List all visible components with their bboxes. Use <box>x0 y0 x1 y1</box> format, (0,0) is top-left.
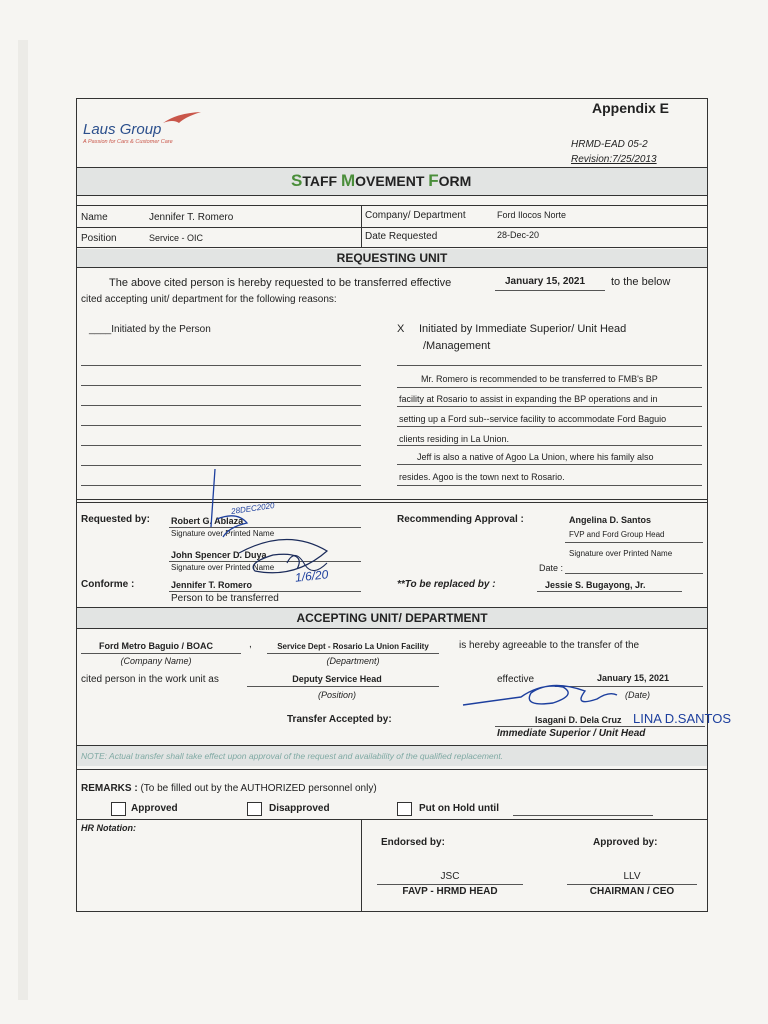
handwritten-conforme-date: 1/6/20 <box>294 567 330 585</box>
recommending-approval-label: Recommending Approval : <box>397 514 524 525</box>
accepting-department-value: Service Dept - Rosario La Union Facility <box>277 642 429 651</box>
reason-line-6: resides. Agoo is the town next to Rosario. <box>399 472 565 482</box>
requested-by-name: Robert G. Ablaza <box>171 516 244 526</box>
accepting-position-caption: (Position) <box>317 690 356 700</box>
date-requested-label: Date Requested <box>365 231 438 242</box>
accepting-effective-label: effective <box>497 674 535 685</box>
position-label: Position <box>81 233 117 244</box>
accepting-company-caption: (Company Name) <box>120 656 192 666</box>
conforme-name: Jennifer T. Romero <box>171 580 253 590</box>
appendix-label: Appendix E <box>592 100 670 116</box>
intro-line-1: The above cited person is hereby requested to be transferred effective <box>109 277 452 289</box>
company-label: Company/ Department <box>365 210 466 221</box>
transfer-note: NOTE: Actual transfer shall take effect upon approval of the request and availability of the qualified replacement. <box>81 751 504 761</box>
form-code: HRMD-EAD 05-2 <box>571 139 648 150</box>
remarks-heading: REMARKS : (To be filled out by the AUTHORIZED personnel only) <box>81 783 377 794</box>
hr-notation-label: HR Notation: <box>81 823 136 833</box>
conforme-caption: Person to be transferred <box>171 593 279 604</box>
signature-caption-1: Signature over Printed Name <box>171 529 275 538</box>
signature-caption-2: Signature over Printed Name <box>171 563 275 572</box>
accepting-company-value: Ford Metro Baguio / BOAC <box>99 641 213 651</box>
immediate-superior-caption: Immediate Superior / Unit Head <box>497 728 646 739</box>
stamp-name: LINA D.SANTOS <box>633 711 732 726</box>
reason-line-3: setting up a Ford sub--service facility to accommodate Ford Baguio <box>399 414 667 424</box>
approver-title: CHAIRMAN / CEO <box>589 886 675 897</box>
form-title: STAFF MOVEMENT FORM <box>291 171 472 190</box>
recommending-title: FVP and Ford Group Head <box>569 530 665 539</box>
reason-line-4: clients residing in La Union. <box>399 434 510 444</box>
page-edge-shadow <box>18 40 28 1000</box>
company-value: Ford Ilocos Norte <box>497 210 567 220</box>
to-the-below-text: to the below <box>611 276 671 288</box>
replacement-name: Jessie S. Bugayong, Jr. <box>545 580 646 590</box>
endorsed-by-label: Endorsed by: <box>381 837 445 848</box>
intro-line-2: cited accepting unit/ department for the following reasons: <box>81 294 337 305</box>
staff-movement-form <box>76 98 732 912</box>
acceptance-signature-icon <box>461 677 621 717</box>
approver-initials: LLV <box>623 871 641 882</box>
approved-checkbox[interactable] <box>111 802 126 816</box>
transfer-accepted-label: Transfer Accepted by: <box>287 714 392 725</box>
company-logo: Laus Group <box>83 121 162 138</box>
initiated-by-superior-option: Initiated by Immediate Superior/ Unit Head <box>419 323 627 335</box>
approved-by-label: Approved by: <box>593 837 658 848</box>
on-hold-checkbox[interactable] <box>397 802 412 816</box>
approved-label: Approved <box>131 803 178 814</box>
requested-by-name-2: John Spencer D. Duya <box>171 550 267 560</box>
endorser-initials: JSC <box>440 871 460 882</box>
management-label: /Management <box>423 340 491 352</box>
position-value: Service - OIC <box>149 233 204 243</box>
accepting-department-caption: (Department) <box>326 656 380 666</box>
name-value: Jennifer T. Romero <box>149 212 234 223</box>
disapproved-checkbox[interactable] <box>247 802 262 816</box>
date-requested-value: 28-Dec-20 <box>497 230 540 240</box>
handwritten-date: 28DEC2020 <box>230 501 276 516</box>
form-revision: Revision:7/25/2013 <box>571 154 657 165</box>
accepting-date-caption: (Date) <box>625 690 651 700</box>
name-label: Name <box>81 212 108 223</box>
initiated-by-person-option[interactable]: ____Initiated by the Person <box>89 324 211 335</box>
cited-person-text: cited person in the work unit as <box>81 674 219 685</box>
comma-separator: , <box>249 639 252 650</box>
endorser-title: FAVP - HRMD HEAD <box>402 886 498 897</box>
requesting-unit-heading: REQUESTING UNIT <box>336 251 448 265</box>
to-be-replaced-label: **To be replaced by : <box>397 579 496 590</box>
disapproved-label: Disapproved <box>269 803 330 814</box>
recommending-caption: Signature over Printed Name <box>569 549 673 558</box>
bird-logo-icon <box>161 109 203 127</box>
initiated-by-superior-mark[interactable]: X <box>397 323 405 335</box>
accepting-unit-heading: ACCEPTING UNIT/ DEPARTMENT <box>296 611 488 625</box>
recommending-name: Angelina D. Santos <box>569 515 652 525</box>
reason-line-5: Jeff is also a native of Agoo La Union, where his family also <box>417 452 654 462</box>
effective-date: January 15, 2021 <box>505 276 586 287</box>
on-hold-label: Put on Hold until <box>419 803 499 814</box>
recommending-date-label: Date : <box>539 563 564 573</box>
accepting-position-value: Deputy Service Head <box>292 674 382 684</box>
signature-scribble-icon <box>177 467 347 597</box>
agreeable-text: is hereby agreeable to the transfer of the <box>459 640 640 651</box>
accepting-effective-date: January 15, 2021 <box>597 673 670 683</box>
requested-by-label: Requested by: <box>81 514 150 525</box>
reason-line-2: facility at Rosario to assist in expanding the BP operations and in <box>399 394 658 404</box>
conforme-label: Conforme : <box>81 579 135 590</box>
reason-line-1: Mr. Romero is recommended to be transferred to FMB's BP <box>421 374 658 384</box>
accepted-by-name: Isagani D. Dela Cruz <box>535 715 622 725</box>
logo-tagline: A Passion for Cars & Customer Care <box>83 139 173 145</box>
